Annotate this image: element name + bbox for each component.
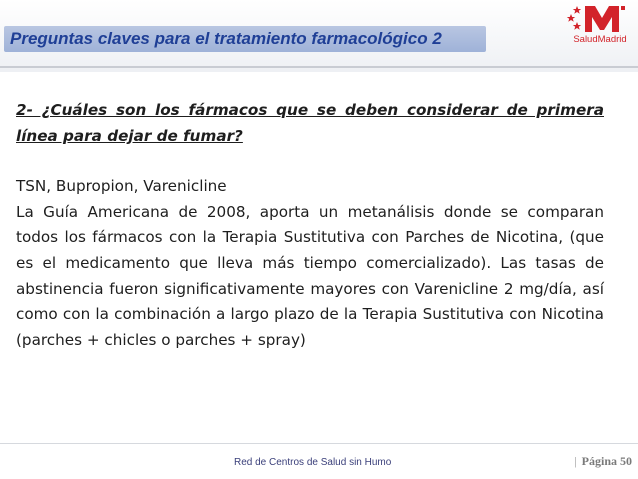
saludmadrid-logo: [565, 2, 635, 52]
comunidad-madrid-logo-icon: [565, 2, 635, 34]
answer-drugs: TSN, Bupropion, Varenicline: [16, 177, 227, 196]
page-label: Página 50: [581, 454, 632, 468]
page-number: [574, 454, 632, 469]
question-text: 2- ¿Cuáles son los fármacos que se deben considerar de primera línea para dejar de fumar?: [16, 101, 604, 145]
title-bar: [4, 26, 486, 52]
header-divider: [0, 66, 638, 68]
footer-network-name: Red de Centros de Salud sin Humo: [234, 457, 392, 468]
answer-paragraph: La Guía Americana de 2008, aporta un metanálisis donde se comparan todos los fármacos con la Terapia Sustitutiva con Parches de Nicotina, (que es el medicamento que lleva más tiempo comercializado). Las tasas de abstinencia fueron significativamente mayores con Varenicline 2 mg/día, así como con la combinación a largo plazo de la Terapia Sustitutiva con Nicotina (parches + chicles o parches + spray): [16, 202, 604, 349]
slide-content: [16, 98, 604, 353]
logo-text: SaludMadrid: [573, 34, 627, 45]
footer-divider: [0, 443, 638, 444]
page-separator: |: [574, 454, 577, 468]
spacer: [16, 149, 604, 174]
slide-header: [0, 0, 638, 72]
slide-title: Preguntas claves para el tratamiento farmacológico 2: [10, 29, 442, 48]
